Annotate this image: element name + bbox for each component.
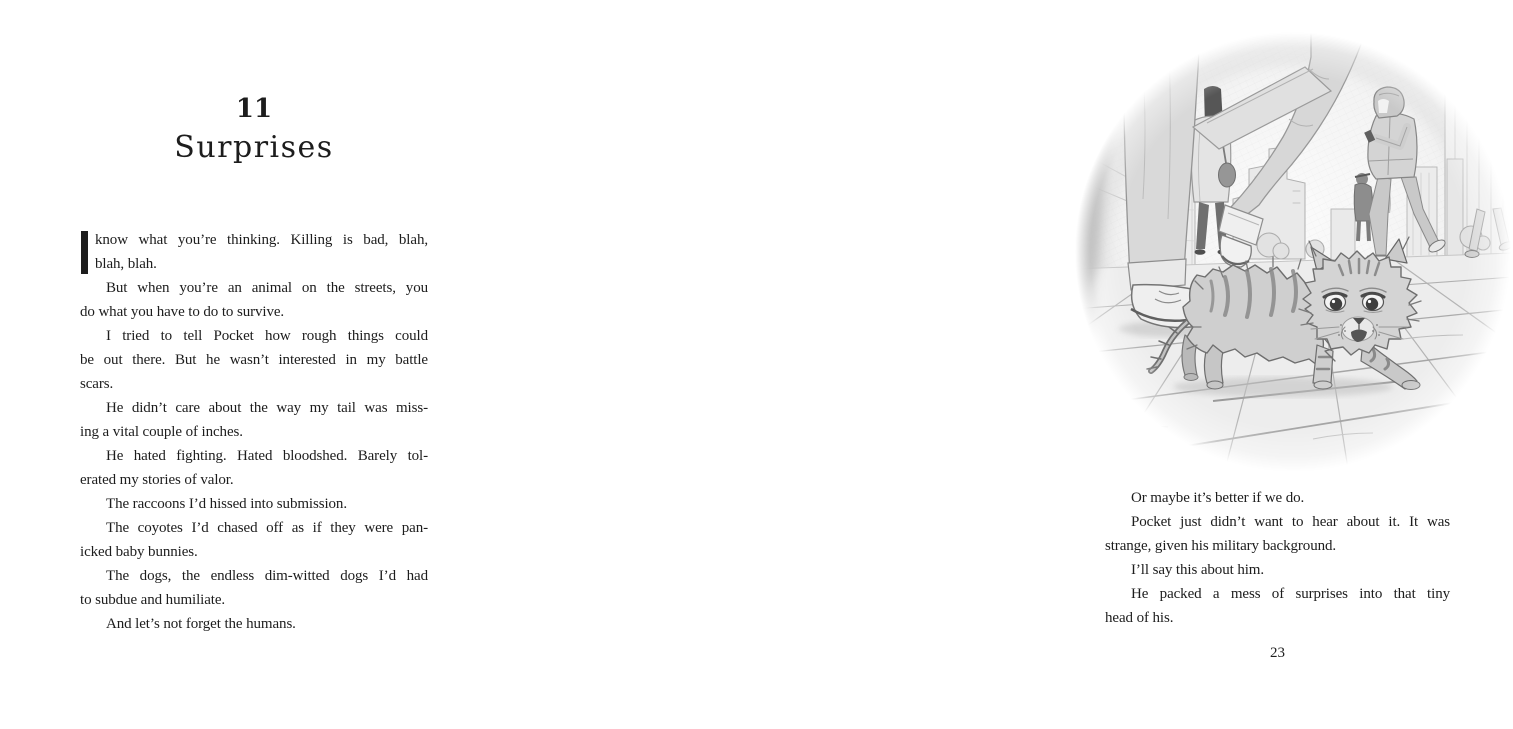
text-line: The coyotes I’d chased off as if they were pan-	[106, 520, 428, 536]
right-page-text	[1105, 486, 1450, 630]
text-line: blah, blah.	[95, 256, 157, 272]
text-line: icked baby bunnies.	[80, 544, 198, 560]
page-number: 23	[1270, 645, 1285, 661]
text-line: ing a vital couple of inches.	[80, 424, 243, 440]
text-line: be out there. But he wasn’t interested in my battle	[80, 352, 428, 368]
text-line: I tried to tell Pocket how rough things could	[106, 328, 428, 344]
text-line: to subdue and humiliate.	[80, 592, 226, 608]
text-line: I’ll say this about him.	[1131, 562, 1265, 578]
text-line: He hated fighting. Hated bloodshed. Barely tol-	[106, 448, 428, 464]
chapter-number: 11	[235, 94, 273, 124]
text-line: erated my stories of valor.	[80, 472, 234, 488]
text-line: Or maybe it’s better if we do.	[1131, 490, 1305, 506]
opening-paragraph	[80, 228, 428, 276]
drop-cap	[81, 231, 88, 274]
text-line: But when you’re an animal on the streets, you	[106, 280, 428, 296]
text-line: The raccoons I’d hissed into submission.	[106, 496, 347, 512]
text-line: He didn’t care about the way my tail was miss-	[106, 400, 428, 416]
stray-cat-illustration	[1073, 9, 1513, 479]
text-line: know what you’re thinking. Killing is bad, blah,	[95, 232, 428, 248]
left-page	[0, 0, 510, 729]
text-line: And let’s not forget the humans.	[106, 616, 296, 632]
text-line: scars.	[80, 376, 114, 392]
text-line: Pocket just didn’t want to hear about it. It was	[1131, 514, 1450, 530]
text-line: The dogs, the endless dim-witted dogs I’d had	[106, 568, 428, 584]
text-line: head of his.	[1105, 610, 1174, 626]
right-page	[510, 0, 1450, 729]
text-line: He packed a mess of surprises into that tiny	[1131, 586, 1450, 602]
text-line: do what you have to do to survive.	[80, 304, 285, 320]
left-page-text	[80, 228, 428, 636]
text-line: strange, given his military background.	[1105, 538, 1337, 554]
chapter-title: Surprises	[174, 130, 334, 165]
